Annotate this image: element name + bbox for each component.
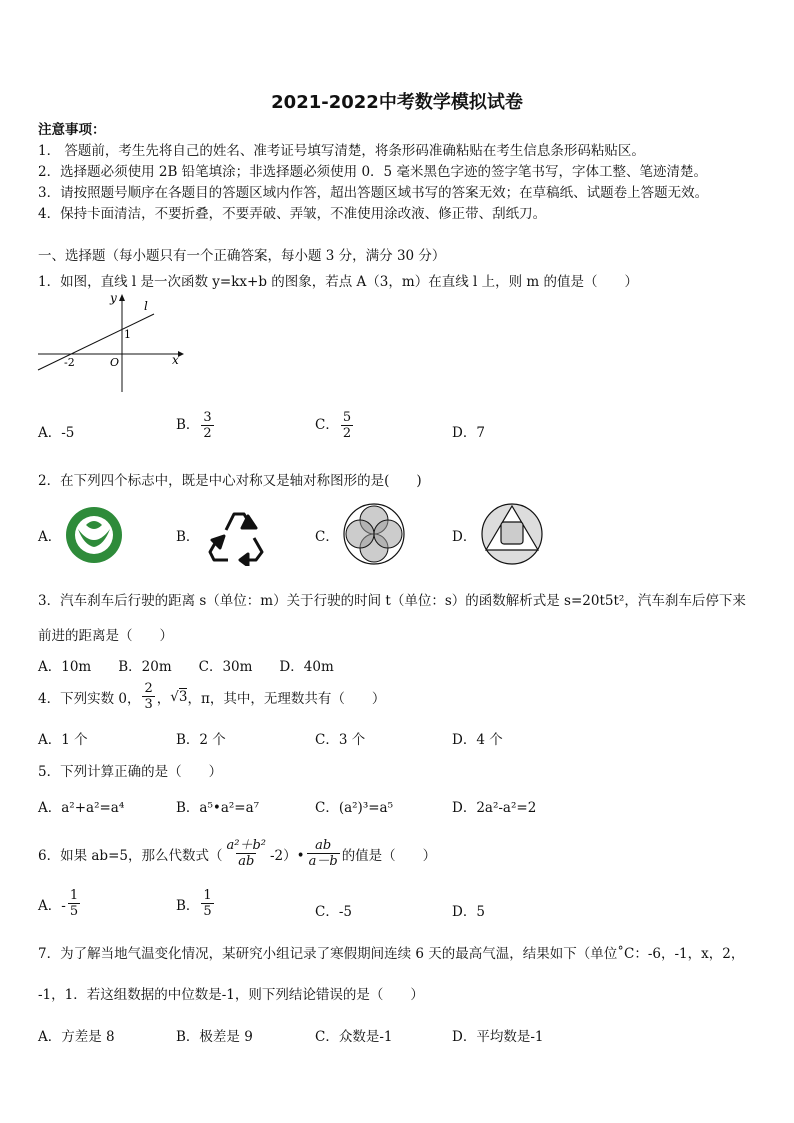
- q6-option-c: C．-5: [315, 904, 352, 920]
- q2-option-a-label: A．: [38, 529, 62, 545]
- q1-option-a: A．-5: [38, 425, 75, 441]
- q6-option-a: A．- $\frac{1}{5}$: [38, 888, 79, 919]
- q5-option-d: D．2a²-a²=2: [452, 800, 537, 816]
- q7-option-d: D．平均数是-1: [452, 1029, 544, 1045]
- question-2-text: 2．在下列四个标志中，既是中心对称又是轴对称图形的是( ): [38, 473, 422, 489]
- q5-option-c: C．(a²)³=a⁵: [315, 800, 394, 816]
- notice-item-1: 1． 答题前，考生先将自己的姓名、准考证号填写清楚，将条形码准确粘贴在考生信息条形码粘贴区。: [38, 143, 645, 159]
- notice-item-2: 2．选择题必须使用 2B 铅笔填涂；非选择题必须使用 0．5 毫米黑色字迹的签字笔书写，字体工整、笔迹清楚。: [38, 164, 707, 180]
- question-5-text: 5．下列计算正确的是（ ）: [38, 764, 223, 780]
- q3-options: A．10m B．20m C．30m D．40m: [38, 659, 334, 675]
- graph-x-label: x: [172, 353, 179, 367]
- question-4-text: 4．下列实数 0， $\frac{2}{3}$ ， √3 ，π，其中，无理数共有（ ）: [38, 681, 386, 712]
- recycle-icon: [204, 500, 272, 566]
- q5-option-a: A．a²+a²=a⁴: [38, 800, 125, 816]
- graph-one-label: 1: [124, 328, 131, 341]
- q6-option-b: B． $\frac{1}{5}$: [176, 888, 212, 919]
- q1-option-c: C． $\frac{5}{2}$: [315, 410, 352, 441]
- question-3-line-1: 3．汽车刹车后行驶的距离 s（单位：m）关于行驶的时间 t（单位：s）的函数解析式是 s=20t5t²，汽车刹车后停下来: [38, 593, 746, 609]
- q2-option-b-label: B．: [176, 529, 200, 545]
- q4-option-c: C．3 个: [315, 732, 366, 748]
- q6-option-d: D．5: [452, 904, 485, 920]
- q4-option-b: B．2 个: [176, 732, 226, 748]
- triangle-square-logo-icon: [480, 502, 544, 566]
- q4-option-d: D．4 个: [452, 732, 503, 748]
- page-title: 2021-2022中考数学模拟试卷: [271, 92, 523, 113]
- question-7-line-2: -1，1．若这组数据的中位数是-1，则下列结论错误的是（ ）: [38, 987, 424, 1003]
- notice-item-4: 4．保持卡面清洁，不要折叠，不要弄破、弄皱，不准使用涂改液、修正带、刮纸刀。: [38, 206, 547, 222]
- q2-option-c-label: C．: [315, 529, 339, 545]
- notice-item-3: 3．请按照题号顺序在各题目的答题区域内作答，超出答题区域书写的答案无效；在草稿纸、试题卷上答题无效。: [38, 185, 709, 201]
- q1-option-b: B． $\frac{3}{2}$: [176, 410, 212, 441]
- question-1-text: 1．如图，直线 l 是一次函数 y=kx+b 的图象，若点 A（3，m）在直线 l 上，则 m 的值是（ ）: [38, 274, 638, 290]
- question-6-text: 6．如果 ab=5，那么代数式（ $\frac{\text{a²＋b²}}{ab}$ -2）• $\frac{ab}{a-b}$ 的值是（ ）: [38, 838, 437, 869]
- q4-option-a: A．1 个: [38, 732, 88, 748]
- q2-option-d-label: D．: [452, 529, 477, 545]
- four-petal-logo-icon: [342, 502, 406, 566]
- q5-option-b: B．a⁵•a²=a⁷: [176, 800, 260, 816]
- q1-option-d: D．7: [452, 425, 485, 441]
- line-graph-figure: [36, 292, 186, 394]
- graph-neg2-label: -2: [64, 356, 75, 369]
- question-3-line-2: 前进的距离是（ ）: [38, 628, 173, 644]
- green-food-logo-icon: [64, 505, 124, 565]
- section-heading: 一、选择题（每小题只有一个正确答案，每小题 3 分，满分 30 分）: [38, 248, 446, 264]
- q7-option-b: B．极差是 9: [176, 1029, 253, 1045]
- notice-heading: 注意事项：: [38, 122, 106, 138]
- graph-l-label: l: [144, 299, 148, 313]
- graph-origin-label: O: [110, 356, 120, 369]
- q7-option-a: A．方差是 8: [38, 1029, 115, 1045]
- question-7-line-1: 7．为了解当地气温变化情况，某研究小组记录了寒假期间连续 6 天的最高气温，结果如下（单位˚C：-6，-1，x，2，: [38, 946, 745, 962]
- sqrt-symbol: √3: [170, 688, 188, 705]
- q7-option-c: C．众数是-1: [315, 1029, 393, 1045]
- graph-y-label: y: [110, 292, 117, 305]
